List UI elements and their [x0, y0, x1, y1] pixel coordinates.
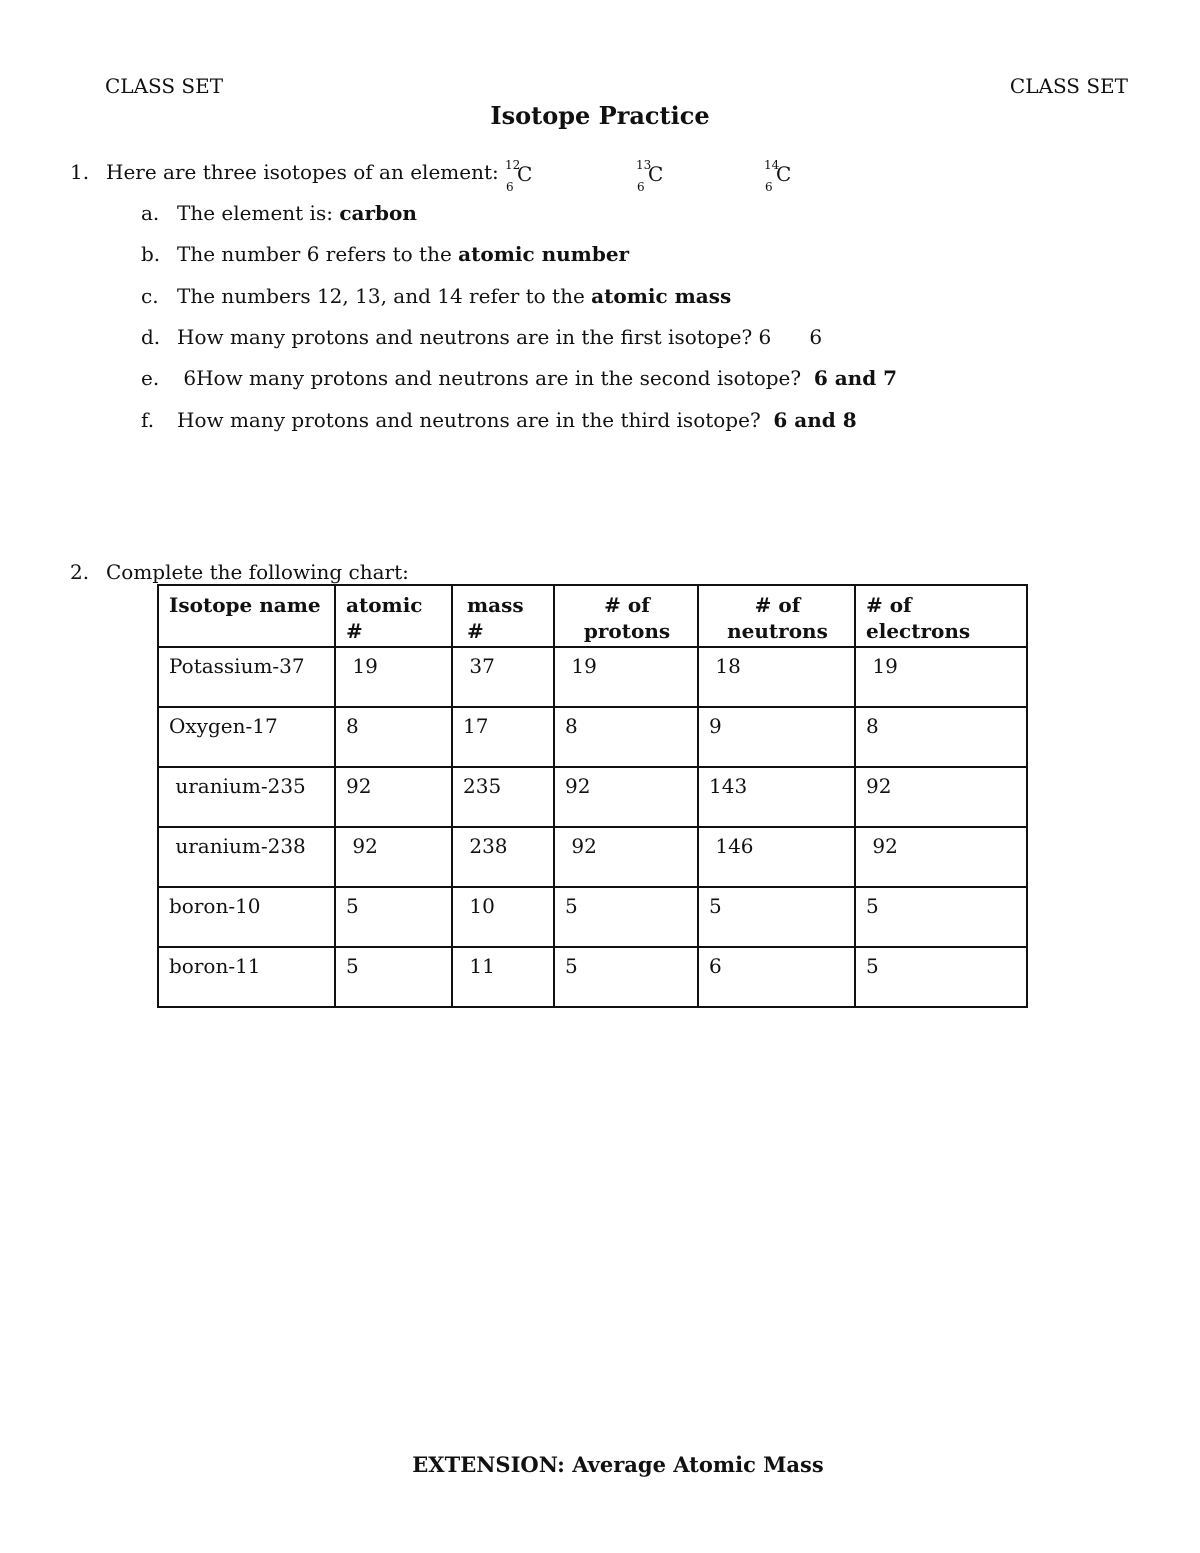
item-text: The number 6 refers to the	[177, 242, 459, 266]
column-header: # of electrons	[855, 585, 1027, 647]
table-cell: 5	[698, 887, 855, 947]
item-letter: d.	[141, 325, 161, 349]
item-letter: c.	[141, 284, 159, 308]
table-cell: 92	[335, 767, 452, 827]
table-cell: 235	[452, 767, 554, 827]
column-header: Isotope name	[158, 585, 335, 647]
question-1-text: Here are three isotopes of an element:	[106, 160, 499, 184]
table-cell: 11	[452, 947, 554, 1007]
table-cell: boron-10	[158, 887, 335, 947]
table-cell: 5	[855, 887, 1027, 947]
table-cell: 238	[452, 827, 554, 887]
item-text: How many protons and neutrons are in the first isotope? 6 6	[177, 325, 823, 349]
table-header-row	[158, 585, 1027, 647]
question-2	[0, 560, 1200, 586]
table-cell: Oxygen-17	[158, 707, 335, 767]
isotope-atomic-number: 6	[637, 180, 645, 194]
column-header: # of neutrons	[698, 585, 855, 647]
item-letter: b.	[141, 242, 161, 266]
table-cell: 5	[335, 947, 452, 1007]
table-cell: uranium-235	[158, 767, 335, 827]
table-cell: 19	[855, 647, 1027, 707]
table-cell: 19	[554, 647, 698, 707]
column-header: atomic #	[335, 585, 452, 647]
table-cell: 5	[554, 887, 698, 947]
table-cell: uranium-238	[158, 827, 335, 887]
column-header: # of protons	[554, 585, 698, 647]
table-row	[158, 647, 1027, 707]
question-2-number: 2.	[70, 560, 90, 584]
table-cell: 10	[452, 887, 554, 947]
item-text: The numbers 12, 13, and 14 refer to the	[177, 284, 592, 308]
table-cell: boron-11	[158, 947, 335, 1007]
table-cell: 8	[335, 707, 452, 767]
header-right: CLASS SET	[1009, 74, 1128, 98]
table-cell: 143	[698, 767, 855, 827]
table-row	[158, 947, 1027, 1007]
isotope-mass-number: 14	[764, 158, 780, 172]
extension-heading: EXTENSION: Average Atomic Mass	[412, 1452, 824, 1477]
table-row	[158, 767, 1027, 827]
table-cell: 9	[698, 707, 855, 767]
isotope-atomic-number: 6	[765, 180, 773, 194]
table-cell: 5	[554, 947, 698, 1007]
isotope-symbol: C	[776, 162, 792, 186]
table-cell: 92	[554, 767, 698, 827]
isotope-chart	[157, 584, 1028, 1008]
isotope-symbol: C	[648, 162, 664, 186]
item-answer: atomic number	[458, 242, 630, 266]
isotope-mass-number: 12	[505, 158, 521, 172]
table-cell: 8	[554, 707, 698, 767]
item-text: The element is:	[177, 201, 340, 225]
item-answer: 6 and 8	[773, 408, 857, 432]
table-cell: 37	[452, 647, 554, 707]
table-cell: 92	[855, 767, 1027, 827]
item-letter: f.	[141, 408, 155, 432]
table-cell: 6	[698, 947, 855, 1007]
isotope-atomic-number: 6	[506, 180, 514, 194]
table-cell: 146	[698, 827, 855, 887]
column-header: mass #	[452, 585, 554, 647]
table-cell: 8	[855, 707, 1027, 767]
table-cell: 19	[335, 647, 452, 707]
table-row	[158, 827, 1027, 887]
question-1-number: 1.	[70, 160, 90, 184]
table-cell: 5	[335, 887, 452, 947]
table-cell: 17	[452, 707, 554, 767]
item-answer: atomic mass	[591, 284, 732, 308]
item-letter: a.	[141, 201, 160, 225]
table-cell: 18	[698, 647, 855, 707]
question-2-text: Complete the following chart:	[106, 560, 409, 584]
question-1	[0, 160, 1200, 190]
table-cell: 92	[855, 827, 1027, 887]
item-answer: carbon	[339, 201, 417, 225]
table-cell: 5	[855, 947, 1027, 1007]
table-row	[158, 707, 1027, 767]
isotope-symbol: C	[517, 162, 533, 186]
table-cell: Potassium-37	[158, 647, 335, 707]
item-answer: 6 and 7	[813, 366, 898, 390]
header-left: CLASS SET	[105, 74, 224, 98]
table-cell: 92	[335, 827, 452, 887]
item-text: How many protons and neutrons are in the third isotope?	[177, 408, 774, 432]
table-row	[158, 887, 1027, 947]
item-letter: e.	[141, 366, 160, 390]
table-cell: 92	[554, 827, 698, 887]
item-text: 6How many protons and neutrons are in the second isotope?	[177, 366, 814, 390]
isotope-mass-number: 13	[636, 158, 652, 172]
page-title: Isotope Practice	[490, 101, 710, 130]
